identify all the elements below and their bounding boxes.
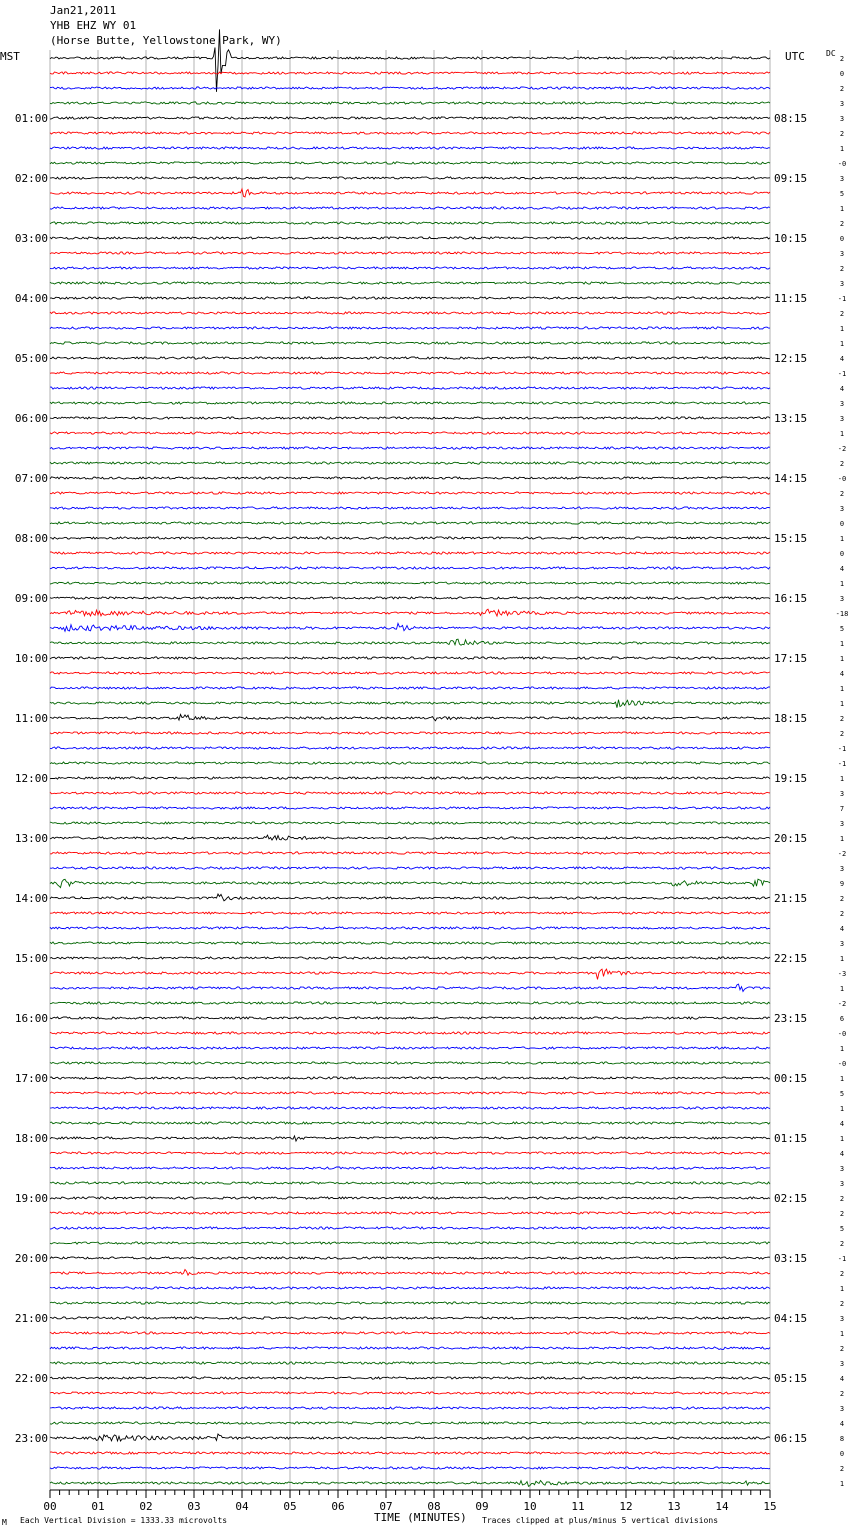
mst-hour-label: 20:00 [14,1252,48,1265]
trace-row [50,672,770,674]
trace-row [50,1467,770,1469]
trace-row [50,282,770,284]
dc-offset-value: 4 [839,1420,845,1428]
utc-hour-label: 06:15 [774,1432,808,1445]
trace-row [50,1002,770,1004]
dc-offset-value: 2 [839,130,845,138]
trace-row [50,1152,770,1154]
x-tick-label: 13 [667,1500,681,1513]
trace-row [50,1362,770,1364]
mst-hour-label: 11:00 [14,712,48,725]
trace-row [50,189,770,197]
mst-hour-label: 23:00 [14,1432,48,1445]
x-axis-title: TIME (MINUTES) [374,1511,467,1524]
trace-row [50,297,770,299]
trace-row [50,1332,770,1334]
dc-offset-value: 1 [839,1285,845,1293]
trace-row [50,312,770,314]
mst-hour-label: 02:00 [14,172,48,185]
mst-hour-label: 16:00 [14,1012,48,1025]
dc-offset-value: 3 [839,280,845,288]
x-tick-label: 07 [379,1500,393,1513]
x-tick-label: 15 [763,1500,777,1513]
dc-offset-value: -1 [837,370,847,378]
trace-row [50,927,770,929]
trace-row [50,162,770,164]
utc-hour-label: 10:15 [774,232,808,245]
dc-offset-value: 3 [839,1180,845,1188]
mst-hour-label: 05:00 [14,352,48,365]
dc-offset-value: 5 [839,1225,845,1233]
utc-hour-label: 02:15 [774,1192,808,1205]
dc-offset-value: -0 [837,1060,847,1068]
dc-offset-value: 2 [839,1465,845,1473]
trace-row [50,867,770,869]
dc-offset-value: 1 [839,1075,845,1083]
scale-note: Each Vertical Division = 1333.33 microvolts [20,1516,228,1525]
x-tick-label: 03 [187,1500,201,1513]
utc-hour-label: 19:15 [774,772,808,785]
dc-offset-value: 3 [839,100,845,108]
dc-offset-value: 6 [839,1015,845,1023]
trace-row [50,402,770,404]
mst-hour-label: 19:00 [14,1192,48,1205]
dc-offset-value: -1 [837,295,847,303]
x-tick-label: 09 [475,1500,489,1513]
dc-offset-value: 1 [839,325,845,333]
dc-offset-value: 5 [839,625,845,633]
trace-row [50,342,770,344]
dc-offset-value: 2 [839,85,845,93]
dc-offset-value: -2 [837,445,847,453]
dc-label: DC [826,49,836,58]
trace-row [50,492,770,494]
trace-row [50,1107,770,1109]
mst-hour-label: 21:00 [14,1312,48,1325]
trace-row [50,417,770,419]
left-zone-label: MST [0,50,20,63]
dc-offset-value: 1 [839,580,845,588]
dc-offset-value: 0 [839,235,845,243]
mst-hour-label: 01:00 [14,112,48,125]
dc-offset-value: 8 [839,1435,845,1443]
trace-row [50,1077,770,1079]
clip-note: Traces clipped at plus/minus 5 vertical divisions [482,1516,719,1525]
utc-hour-label: 08:15 [774,112,808,125]
trace-row [50,835,770,840]
dc-offset-value: 4 [839,1150,845,1158]
dc-offset-value: 3 [839,820,845,828]
trace-row [50,1122,770,1124]
trace-row [50,957,770,959]
dc-offset-value: 4 [839,565,845,573]
mst-hour-label: 22:00 [14,1372,48,1385]
dc-offset-value: 0 [839,1450,845,1458]
mst-hour-label: 12:00 [14,772,48,785]
trace-row [50,1434,770,1441]
trace-row [50,147,770,149]
dc-offset-value: 1 [839,205,845,213]
x-tick-label: 12 [619,1500,633,1513]
dc-offset-value: 3 [839,1315,845,1323]
x-tick-label: 05 [283,1500,297,1513]
trace-row [50,477,770,479]
trace-row [50,102,770,104]
trace-row [50,747,770,749]
trace-row [50,117,770,119]
trace-row [50,1197,770,1199]
trace-row [50,1481,770,1487]
dc-offset-value: -18 [835,610,849,618]
trace-row [50,732,770,734]
mst-hour-label: 07:00 [14,472,48,485]
trace-row [50,29,770,91]
trace-row [50,912,770,914]
dc-offset-value: 2 [839,1345,845,1353]
trace-row [50,1136,770,1141]
utc-hour-label: 21:15 [774,892,808,905]
trace-row [50,537,770,539]
dc-offset-value: 3 [839,1360,845,1368]
dc-offset-value: 1 [839,685,845,693]
dc-offset-value: 1 [839,775,845,783]
trace-row [50,1212,770,1214]
trace-row [50,1257,770,1259]
utc-hour-label: 15:15 [774,532,808,545]
trace-row [50,222,770,224]
trace-row [50,1167,770,1169]
plot-station: YHB EHZ WY 01 [50,19,137,32]
trace-row [50,1227,770,1229]
trace-row [50,597,770,599]
trace-row [50,1092,770,1094]
dc-offset-value: 3 [839,1165,845,1173]
dc-offset-value: 1 [839,340,845,348]
plot-location: (Horse Butte, Yellowstone Park, WY) [50,34,282,47]
utc-hour-label: 01:15 [774,1132,808,1145]
dc-offset-value: 3 [839,940,845,948]
dc-offset-value: 3 [839,505,845,513]
trace-row [50,1017,770,1019]
plot-date: Jan21,2011 [50,4,117,17]
trace-row [50,942,770,944]
trace-row [50,1407,770,1409]
trace-row [50,432,770,434]
dc-offset-value: 9 [839,880,845,888]
trace-row [50,252,770,254]
dc-offset-value: 1 [839,640,845,648]
dc-offset-value: 3 [839,250,845,258]
dc-offset-value: 4 [839,355,845,363]
trace-row [50,357,770,359]
mst-hour-label: 03:00 [14,232,48,245]
trace-row [50,894,770,901]
dc-offset-value: 1 [839,655,845,663]
dc-offset-value: -2 [837,850,847,858]
trace-row [50,822,770,824]
x-tick-label: 04 [235,1500,249,1513]
trace-row [50,522,770,524]
trace-row [50,777,770,779]
utc-hour-label: 18:15 [774,712,808,725]
dc-offset-value: 2 [839,310,845,318]
dc-offset-value: 1 [839,1330,845,1338]
dc-offset-value: 1 [839,1045,845,1053]
utc-hour-label: 16:15 [774,592,808,605]
right-zone-label: UTC [785,50,805,63]
trace-row [50,609,770,616]
mst-hour-label: 14:00 [14,892,48,905]
dc-offset-value: 2 [839,910,845,918]
x-tick-label: 08 [427,1500,441,1513]
trace-row [50,762,770,764]
utc-hour-label: 23:15 [774,1012,808,1025]
trace-row [50,1347,770,1350]
trace-row [50,792,770,794]
trace-row [50,714,770,720]
dc-offset-value: 2 [839,715,845,723]
mst-hour-label: 13:00 [14,832,48,845]
utc-hour-label: 04:15 [774,1312,808,1325]
dc-offset-value: 4 [839,385,845,393]
trace-row [50,1242,770,1244]
trace-row [50,1062,770,1064]
dc-offset-value: -1 [837,1255,847,1263]
dc-offset-value: 3 [839,400,845,408]
trace-row [50,462,770,464]
dc-offset-value: -0 [837,475,847,483]
x-tick-label: 00 [43,1500,57,1513]
trace-row [50,852,770,854]
dc-offset-value: 1 [839,955,845,963]
dc-offset-value: 1 [839,985,845,993]
dc-offset-value: 1 [839,835,845,843]
trace-row [50,237,770,239]
trace-row [50,1047,770,1049]
dc-offset-value: -2 [837,1000,847,1008]
trace-row [50,372,770,374]
dc-offset-value: -0 [837,160,847,168]
x-tick-label: 14 [715,1500,729,1513]
dc-offset-value: 1 [839,535,845,543]
trace-row [50,1270,770,1276]
dc-offset-value: 1 [839,1480,845,1488]
trace-row [50,132,770,134]
trace-row [50,1422,770,1424]
dc-offset-value: 4 [839,925,845,933]
x-tick-label: 01 [91,1500,105,1513]
utc-hour-label: 09:15 [774,172,808,185]
dc-offset-value: 5 [839,1090,845,1098]
dc-offset-value: -0 [837,1030,847,1038]
trace-row [50,1032,770,1034]
dc-offset-value: 2 [839,730,845,738]
trace-row [50,639,770,645]
mst-hour-label: 08:00 [14,532,48,545]
dc-offset-value: 3 [839,865,845,873]
dc-offset-value: 1 [839,145,845,153]
dc-offset-value: 3 [839,175,845,183]
dc-offset-value: 1 [839,1135,845,1143]
mst-hour-label: 17:00 [14,1072,48,1085]
mst-hour-label: 09:00 [14,592,48,605]
utc-hour-label: 14:15 [774,472,808,485]
x-tick-label: 10 [523,1500,537,1513]
dc-offset-value: -3 [837,970,847,978]
utc-hour-label: 20:15 [774,832,808,845]
dc-offset-value: 2 [839,1240,845,1248]
trace-row [50,327,770,329]
trace-row [50,879,770,887]
trace-row [50,1377,770,1379]
trace-row [50,700,770,708]
trace-row [50,567,770,569]
dc-offset-value: 7 [839,805,845,813]
dc-offset-value: 2 [839,460,845,468]
trace-row [50,582,770,584]
dc-offset-value: 2 [839,1390,845,1398]
utc-hour-label: 12:15 [774,352,808,365]
dc-offset-value: 3 [839,790,845,798]
x-tick-label: 02 [139,1500,153,1513]
utc-hour-label: 00:15 [774,1072,808,1085]
trace-row [50,507,770,509]
trace-row [50,1392,770,1394]
dc-offset-value: 4 [839,1120,845,1128]
mst-hour-label: 15:00 [14,952,48,965]
x-tick-label: 11 [571,1500,585,1513]
trace-row [50,1317,770,1319]
mst-hour-label: 10:00 [14,652,48,665]
dc-offset-value: 2 [839,490,845,498]
mst-hour-label: 18:00 [14,1132,48,1145]
dc-offset-value: 0 [839,70,845,78]
dc-offset-value: 3 [839,1405,845,1413]
dc-offset-value: 2 [839,1300,845,1308]
dc-offset-value: 2 [839,895,845,903]
trace-row [50,552,770,554]
dc-offset-value: 1 [839,700,845,708]
dc-offset-value: 2 [839,1270,845,1278]
utc-hour-label: 11:15 [774,292,808,305]
dc-offset-value: 4 [839,1375,845,1383]
trace-row [50,969,770,979]
trace-row [50,387,770,389]
utc-hour-label: 17:15 [774,652,808,665]
trace-row [50,1287,770,1289]
trace-row [50,623,770,631]
utc-hour-label: 03:15 [774,1252,808,1265]
dc-offset-value: 0 [839,520,845,528]
dc-offset-value: -1 [837,745,847,753]
trace-row [50,1182,770,1184]
dc-offset-value: 3 [839,595,845,603]
mst-hour-label: 04:00 [14,292,48,305]
dc-offset-value: 0 [839,550,845,558]
dc-offset-value: 3 [839,115,845,123]
trace-row [50,807,770,809]
dc-offset-value: -1 [837,760,847,768]
utc-hour-label: 22:15 [774,952,808,965]
dc-offset-value: 2 [839,265,845,273]
dc-offset-value: 2 [839,1210,845,1218]
dc-offset-value: 2 [839,1195,845,1203]
trace-row [50,267,770,269]
utc-hour-label: 13:15 [774,412,808,425]
dc-offset-value: 1 [839,430,845,438]
trace-row [50,1452,770,1454]
dc-offset-value: 2 [839,220,845,228]
trace-row [50,687,770,689]
trace-row [50,984,770,991]
trace-row [50,87,770,89]
dc-offset-value: 1 [839,1105,845,1113]
trace-row [50,447,770,449]
corner-mark: M [2,1518,7,1527]
dc-offset-value: 2 [839,55,845,63]
utc-hour-label: 05:15 [774,1372,808,1385]
mst-hour-label: 06:00 [14,412,48,425]
trace-row [50,72,770,74]
dc-offset-value: 5 [839,190,845,198]
trace-row [50,657,770,659]
trace-row [50,1302,770,1304]
trace-row [50,207,770,209]
dc-offset-value: 4 [839,670,845,678]
trace-row [50,177,770,179]
x-tick-label: 06 [331,1500,345,1513]
dc-offset-value: 3 [839,415,845,423]
